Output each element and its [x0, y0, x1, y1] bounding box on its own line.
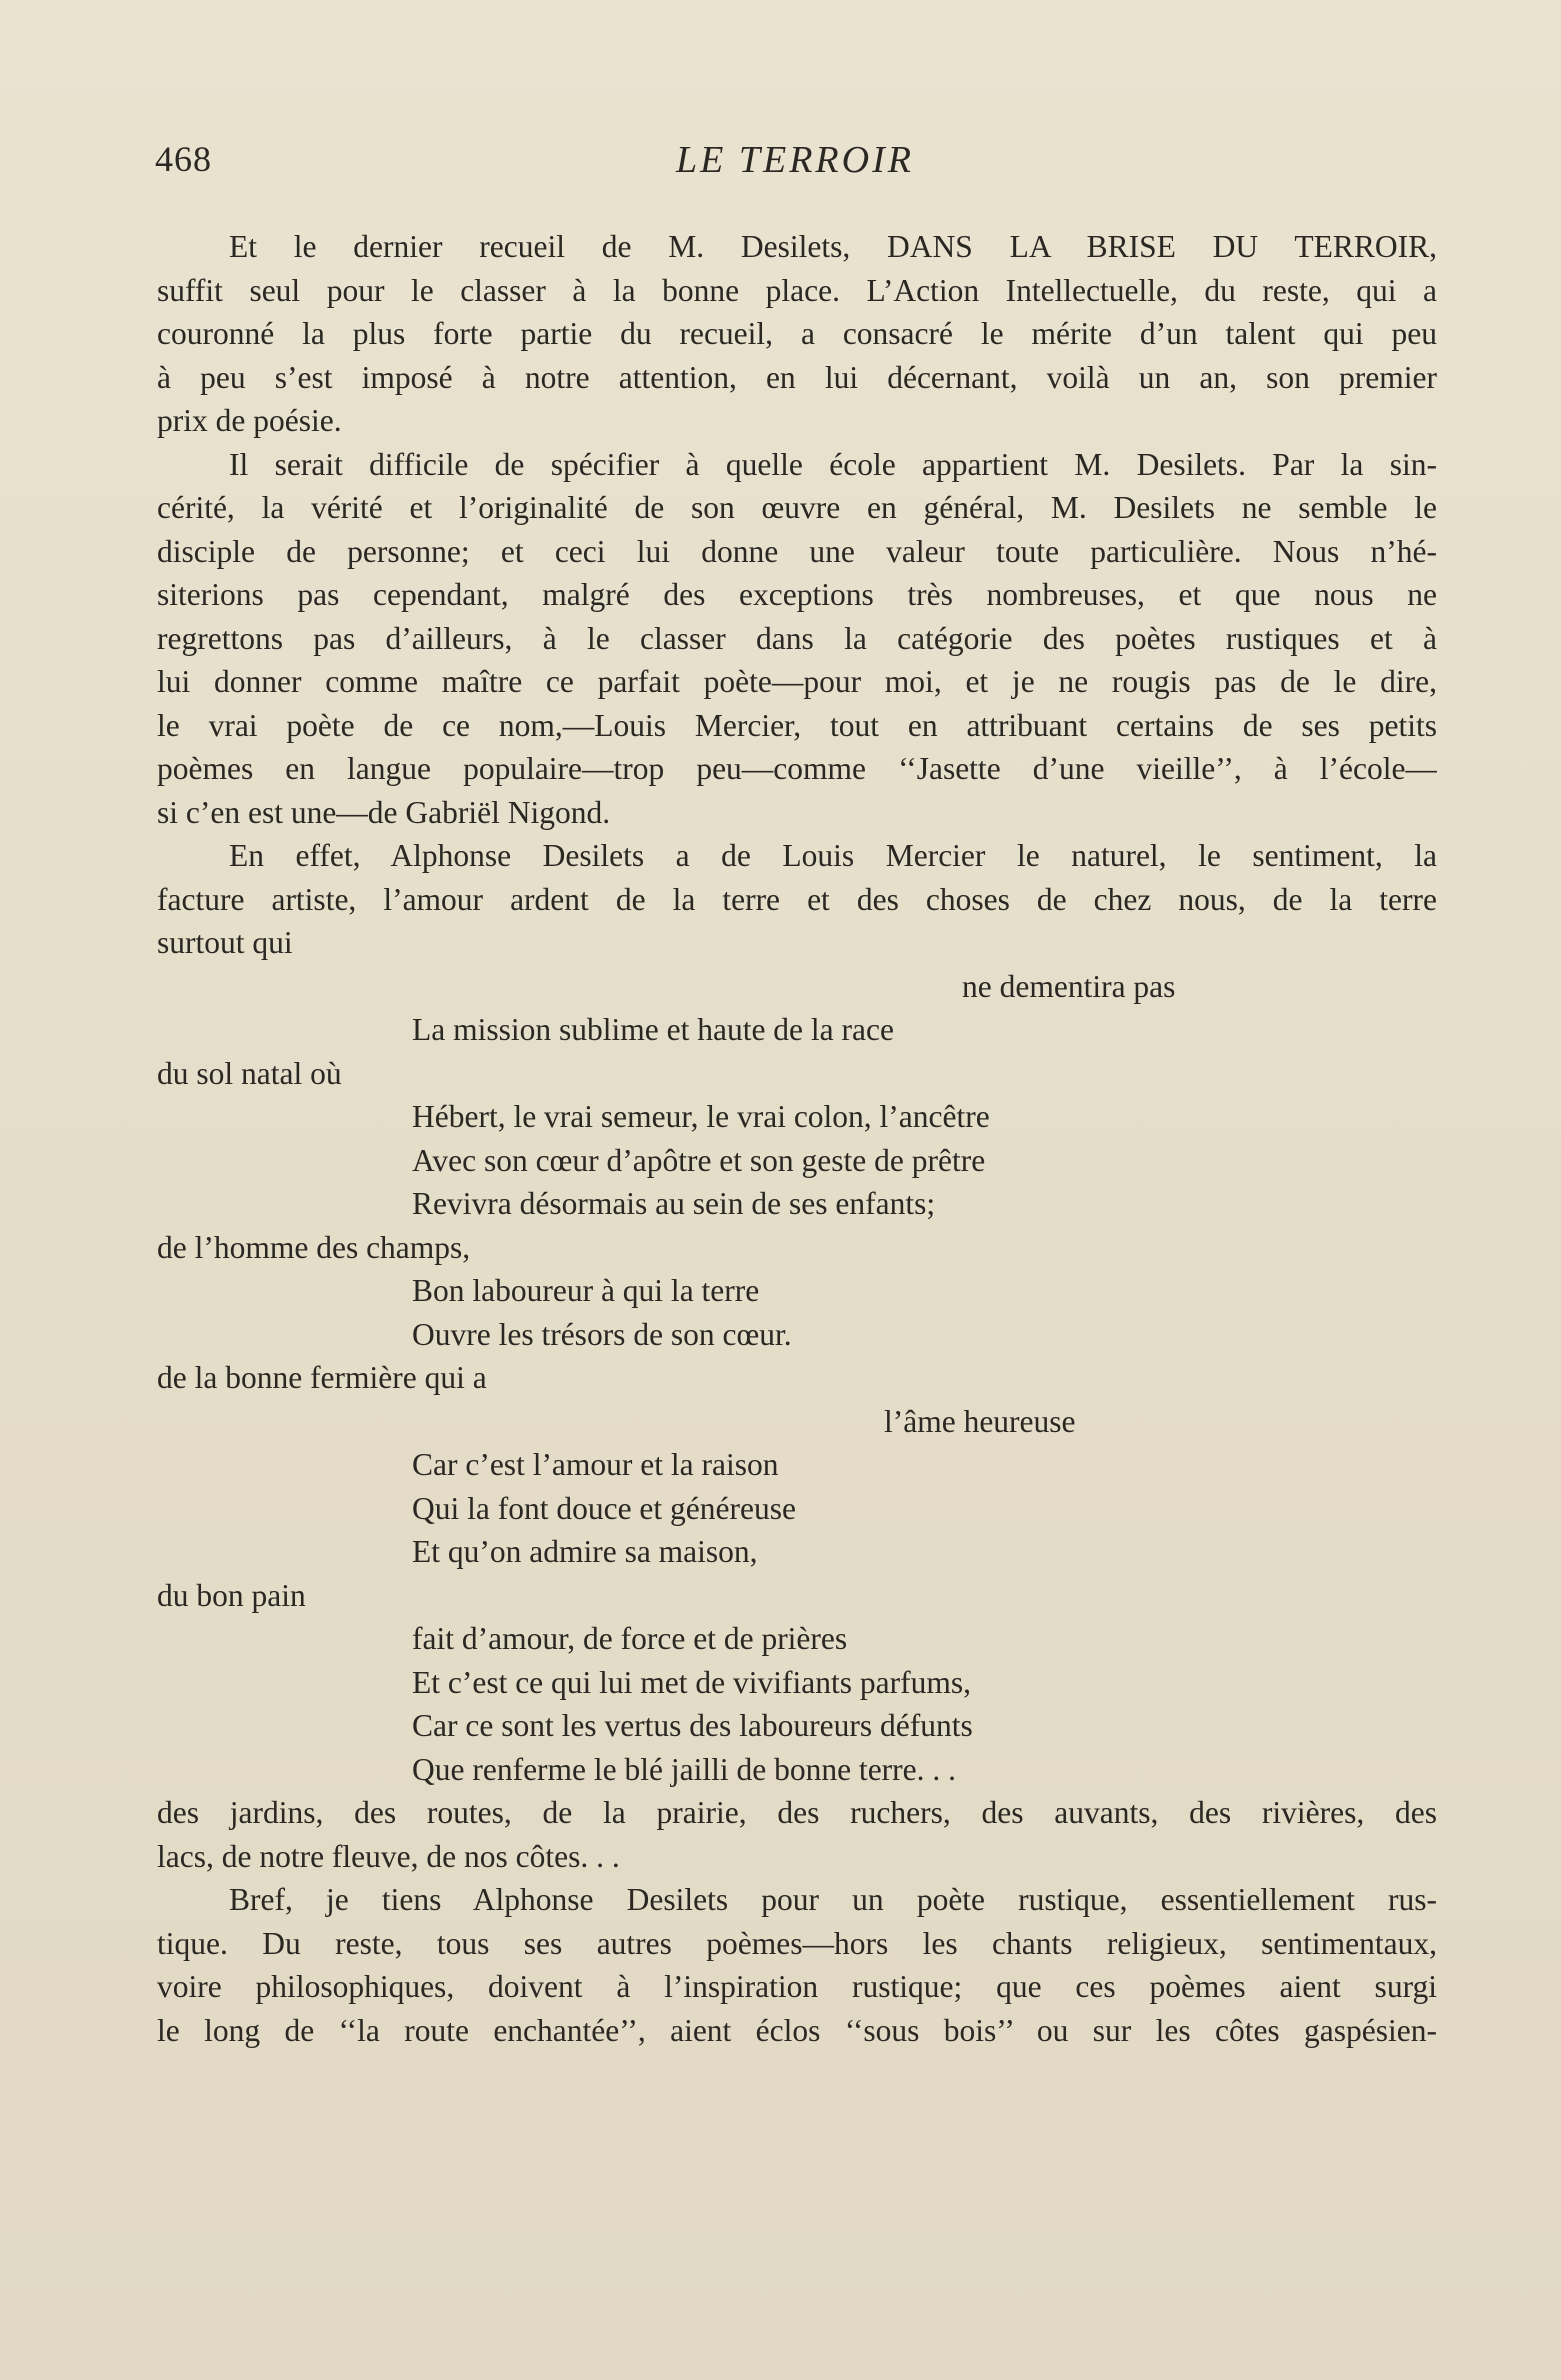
text-line: facture artiste, l’amour ardent de la terre et des choses de chez nous, de la terre: [157, 881, 1437, 917]
text-line: cérité, la vérité et l’originalité de son œuvre en général, M. Desilets ne semble le: [157, 490, 1437, 525]
verse-line: Avec son cœur d’apôtre et son geste de prêtre: [412, 1142, 986, 1178]
verse-line: Bon laboureur à qui la terre: [412, 1273, 760, 1308]
text-line: si c’en est une—de Gabriël Nigond.: [157, 794, 611, 830]
verse-line: fait d’amour, de force et de prières: [412, 1621, 848, 1656]
text-line: du bon pain: [157, 1577, 306, 1613]
text-line: le long de ‘‘la route enchantée’’, aient éclos ‘‘sous bois’’ ou sur les côtes gaspésien-: [157, 2012, 1437, 2048]
verse-line: Car c’est l’amour et la raison: [412, 1447, 779, 1482]
quote-line: ne dementira pas: [962, 968, 1176, 1004]
text-line: de la bonne fermière qui a: [157, 1360, 487, 1395]
text-line: couronné la plus forte partie du recueil, a consacré le mérite d’un talent qui peu: [157, 316, 1437, 351]
verse-line: Hébert, le vrai semeur, le vrai colon, l’ancêtre: [412, 1099, 990, 1134]
text-line: voire philosophiques, doivent à l’inspiration rustique; que ces poèmes aient surgi: [157, 1969, 1437, 2004]
verse-line: Et qu’on admire sa maison,: [412, 1534, 758, 1569]
text-line: En effet, Alphonse Desilets a de Louis Mercier le naturel, le sentiment, la: [229, 838, 1437, 873]
body-text: [157, 225, 1437, 2052]
text-line: disciple de personne; et ceci lui donne une valeur toute particulière. Nous n’hé-: [157, 533, 1437, 569]
text-line: suffit seul pour le classer à la bonne place. L’Action Intellectuelle, du reste, qui a: [157, 272, 1437, 308]
verse-line: Qui la font douce et généreuse: [412, 1490, 796, 1526]
running-title: LE TERROIR: [676, 139, 914, 181]
text-line: lui donner comme maître ce parfait poète—pour moi, et je ne rougis pas de le dire,: [157, 664, 1437, 699]
text-line: de l’homme des champs,: [157, 1229, 471, 1265]
verse-line: Ouvre les trésors de son cœur.: [412, 1316, 792, 1352]
text-line: Bref, je tiens Alphonse Desilets pour un poète rustique, essentiellement rus-: [229, 1882, 1437, 1917]
text-line: Et le dernier recueil de M. Desilets, DANS LA BRISE DU TERROIR,: [229, 229, 1437, 264]
verse-line: La mission sublime et haute de la race: [412, 1012, 894, 1047]
text-line: tique. Du reste, tous ses autres poèmes—hors les chants religieux, sentimentaux,: [157, 1925, 1437, 1961]
page-number: 468: [155, 139, 212, 179]
text-line: le vrai poète de ce nom,—Louis Mercier, tout en attribuant certains de ses petits: [157, 707, 1437, 743]
text-line: à peu s’est imposé à notre attention, en lui décernant, voilà un an, son premier: [157, 359, 1437, 395]
quote-line: l’âme heureuse: [884, 1403, 1076, 1439]
text-line: regrettons pas d’ailleurs, à le classer dans la catégorie des poètes rustiques et à: [157, 620, 1437, 656]
verse-line: Que renferme le blé jailli de bonne terre. . .: [412, 1751, 957, 1787]
text-line: du sol natal où: [157, 1055, 342, 1091]
verse-line: Et c’est ce qui lui met de vivifiants parfums,: [412, 1664, 971, 1700]
page-header: [155, 138, 1435, 188]
text-line: des jardins, des routes, de la prairie, des ruchers, des auvants, des rivières, des: [157, 1795, 1437, 1830]
verse-line: Revivra désormais au sein de ses enfants;: [412, 1186, 936, 1221]
text-line: prix de poésie.: [157, 403, 342, 438]
text-line: poèmes en langue populaire—trop peu—comme ‘‘Jasette d’une vieille’’, à l’école—: [157, 751, 1437, 786]
text-line: lacs, de notre fleuve, de nos côtes. . .: [157, 1838, 620, 1874]
verse-line: Car ce sont les vertus des laboureurs défunts: [412, 1708, 973, 1743]
text-line: surtout qui: [157, 925, 293, 960]
text-line: Il serait difficile de spécifier à quelle école appartient M. Desilets. Par la sin-: [229, 446, 1437, 482]
text-line: siterions pas cependant, malgré des exceptions très nombreuses, et que nous ne: [157, 577, 1437, 612]
